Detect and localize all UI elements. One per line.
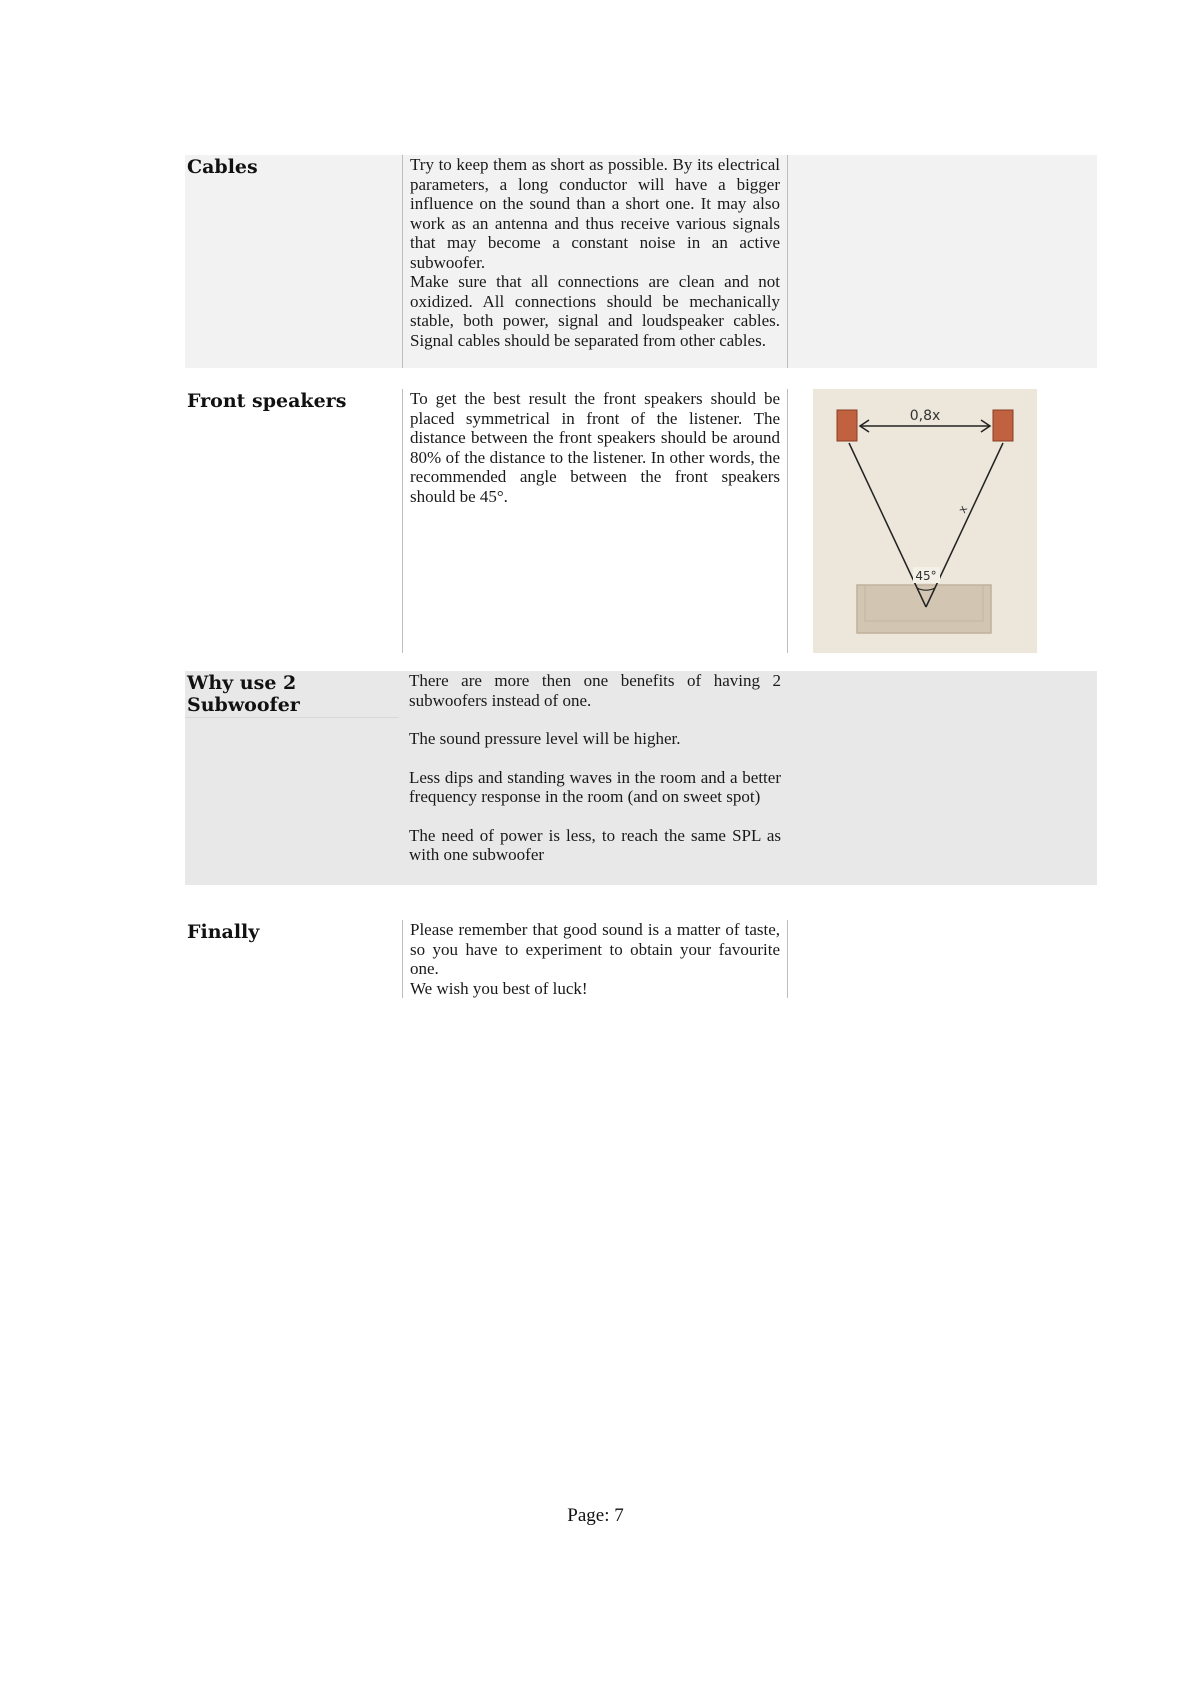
section-heading-finally: Finally	[187, 921, 260, 943]
paragraph: To get the best result the front speakers should be placed symmetrical in front of the listener. The distance between the front speakers should be around 80% of the distance to the listener. In other words, the recommended angle between the front speakers should be 45°.	[410, 389, 780, 506]
paragraph: The sound pressure level will be higher.	[409, 729, 681, 748]
paragraph: We wish you best of luck!	[410, 978, 588, 998]
sofa-shape	[857, 585, 991, 633]
section-body-finally	[402, 920, 788, 998]
paragraph: Make sure that all connections are clean and not oxidized. All connections should be mechanically stable, both power, signal and loudspeaker cables. Signal cables should be separated from other cables.	[410, 272, 780, 350]
speaker-placement-diagram	[813, 389, 1037, 653]
distance-label: 0,8x	[909, 408, 941, 424]
section-body-cables	[402, 155, 788, 368]
section-body-front-speakers	[402, 389, 788, 653]
page-number: Page: 7	[567, 1505, 624, 1526]
paragraph: The need of power is less, to reach the same SPL as with one subwoofer	[409, 825, 781, 864]
section-heading-why-two-subwoofers: Why use 2 Subwoofer	[185, 671, 399, 718]
paragraph: Try to keep them as short as possible. By its electrical parameters, a long conductor will have a bigger influence on the sound than a short one. It may also work as an antenna and thus receive various signals that may become a constant noise in an active subwoofer.	[410, 155, 780, 272]
section-why-two-subwoofers	[185, 671, 1097, 885]
section-front-speakers	[185, 389, 1097, 653]
paragraph: Less dips and standing waves in the room and a better frequency response in the room (and on sweet spot)	[409, 767, 781, 806]
section-heading-cables: Cables	[187, 156, 258, 178]
section-finally	[185, 920, 1097, 1000]
speaker-triangle-svg	[813, 389, 1037, 653]
section-cables	[185, 155, 1097, 368]
section-body-why-two-subwoofers	[402, 671, 788, 885]
paragraph: Please remember that good sound is a matter of taste, so you have to experiment to obtain your favourite one.	[410, 920, 780, 978]
paragraph: There are more then one benefits of having 2 subwoofers instead of one.	[409, 671, 781, 710]
angle-label: 45°	[915, 569, 937, 583]
right-speaker-icon	[993, 410, 1013, 441]
section-heading-front-speakers: Front speakers	[187, 390, 347, 412]
left-speaker-icon	[837, 410, 857, 441]
side-label: x	[955, 503, 971, 516]
